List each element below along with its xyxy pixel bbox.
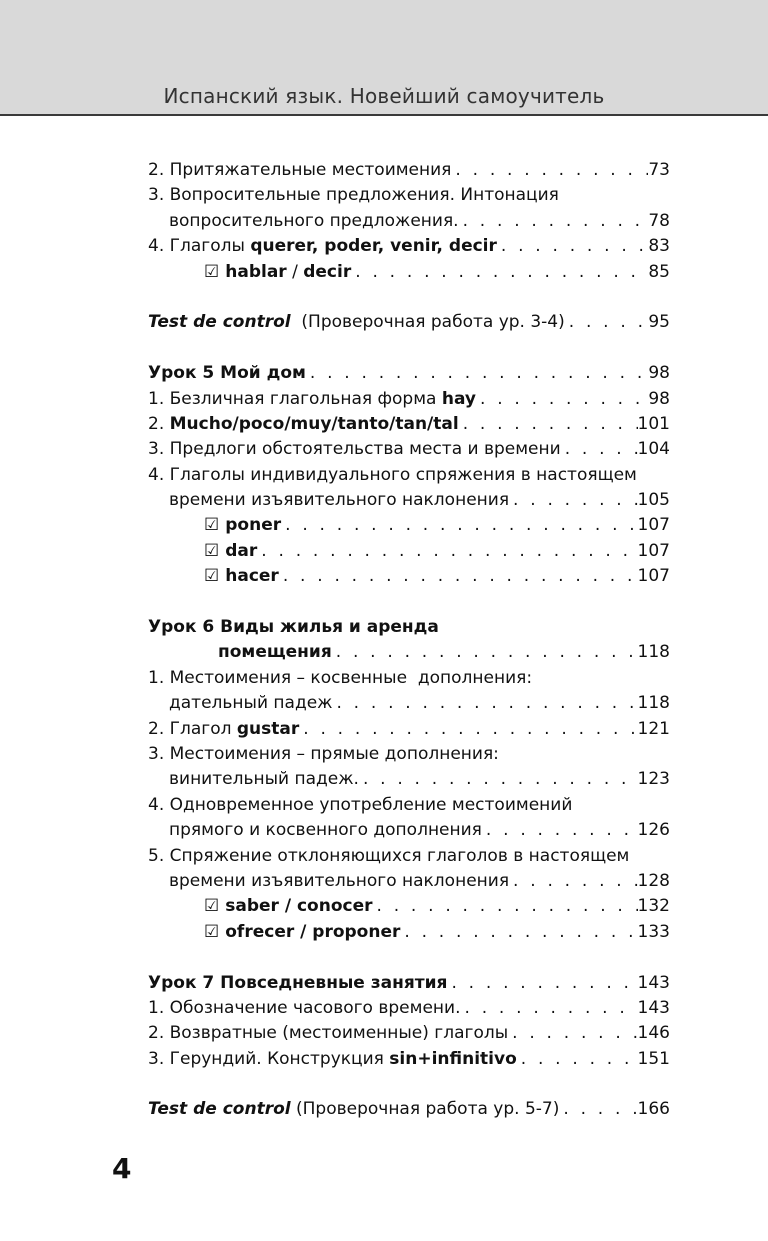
- toc-page-number: 151: [637, 1048, 670, 1069]
- toc-entry-text: времени изъявительного наклонения: [169, 490, 510, 511]
- toc-page-number: 146: [637, 1023, 670, 1044]
- dot-leader: [257, 541, 637, 561]
- toc-entry-bold: Mucho/poco/muy/tanto/tan/tal: [169, 413, 459, 434]
- toc-subentry: [148, 515, 670, 540]
- toc-entry-text: 4. Глаголы индивидуального спряжения в настоящем: [148, 464, 637, 485]
- toc-entry-bold: sin+infinitivo: [389, 1048, 517, 1069]
- toc-page-number: 123: [637, 769, 670, 790]
- toc-entry: [148, 211, 670, 236]
- toc-page-number: 133: [637, 921, 670, 942]
- lesson-heading: [148, 363, 670, 388]
- toc-entry-bold: hay: [441, 388, 477, 409]
- toc-subentry: [148, 566, 670, 591]
- toc-entry: [148, 693, 670, 718]
- toc-entry: [148, 820, 670, 845]
- toc-entry-line: [148, 185, 670, 210]
- lesson-heading: [148, 973, 670, 998]
- page-number: 4: [112, 1152, 132, 1185]
- toc-entry: [148, 236, 670, 261]
- dot-leader: [451, 160, 648, 180]
- toc-entry-text: прямого и косвенного дополнения: [169, 820, 482, 841]
- toc-page-number: 143: [637, 997, 670, 1018]
- toc-page-number: 83: [648, 236, 670, 257]
- toc-entry: [148, 1023, 670, 1048]
- toc-page-number: 128: [637, 870, 670, 891]
- checkbox-icon: ☑: [204, 261, 220, 282]
- toc-page-number: 121: [637, 718, 670, 739]
- dot-leader: [508, 1023, 637, 1043]
- toc-entry-bold: dar: [225, 540, 258, 561]
- toc-entry: [148, 312, 670, 337]
- dot-leader: [332, 693, 637, 713]
- dot-leader: [299, 719, 637, 739]
- toc-entry-text: 1. Местоимения – косвенные дополнения:: [148, 667, 533, 688]
- toc-page-number: 78: [648, 210, 670, 231]
- toc-entry: [148, 998, 670, 1023]
- toc-subentry: [148, 922, 670, 947]
- toc-entry-text: 2. Глагол: [148, 718, 237, 739]
- toc-page-number: 85: [648, 261, 670, 282]
- toc-entry-bold: ofrecer / proponer: [225, 921, 401, 942]
- dot-leader: [400, 922, 637, 942]
- toc-entry-text: (Проверочная работа ур. 3-4): [290, 312, 565, 333]
- dot-leader: [332, 642, 638, 662]
- dot-leader: [351, 262, 648, 282]
- toc-entry-text: 2.: [148, 413, 170, 434]
- toc-entry-line: [148, 795, 670, 820]
- toc-page-number: 107: [637, 515, 670, 536]
- toc-entry-text: 1. Безличная глагольная форма: [148, 388, 442, 409]
- toc-entry-bold: hablar: [225, 261, 287, 282]
- toc-page-number: 107: [637, 566, 670, 587]
- toc-subentry: [148, 262, 670, 287]
- toc-entry-text: времени изъявительного наклонения: [169, 870, 510, 891]
- toc-entry-line: [148, 744, 670, 769]
- toc-entry-line: [148, 668, 670, 693]
- dot-leader: [373, 896, 638, 916]
- toc-page-number: 104: [637, 439, 670, 460]
- toc-page-number: 73: [648, 160, 670, 180]
- dot-leader: [459, 414, 638, 434]
- toc-entry-text: 3. Предлоги обстоятельства места и времени: [148, 439, 561, 460]
- checkbox-icon: ☑: [204, 896, 220, 917]
- toc-page-number: 101: [637, 413, 670, 434]
- toc-entry-text: 3. Местоимения – прямые дополнения:: [148, 743, 499, 764]
- toc-entry: [148, 1099, 670, 1124]
- toc-page-number: 95: [648, 312, 670, 333]
- toc-page-number: 98: [648, 363, 670, 384]
- test-title: Test de control: [148, 312, 291, 333]
- toc-entry: [148, 1049, 670, 1074]
- toc-entry-text: 1. Обозначение часового времени.: [148, 997, 461, 1018]
- lesson-title: помещения: [218, 642, 332, 663]
- test-title: Test de control: [148, 1099, 291, 1120]
- toc-page-number: 105: [637, 490, 670, 511]
- dot-leader: [460, 998, 637, 1018]
- dot-leader: [359, 769, 638, 789]
- dot-leader: [509, 490, 638, 510]
- toc-entry-text: 3. Вопросительные предложения. Интонация: [148, 185, 559, 206]
- dot-leader: [281, 515, 637, 535]
- toc-entry-text: 4. Глаголы: [148, 236, 251, 257]
- toc-entry-text: вопросительного предложения.: [169, 210, 459, 231]
- dot-leader: [459, 211, 649, 231]
- dot-leader: [509, 871, 638, 891]
- toc-page-number: 118: [637, 693, 670, 714]
- dot-leader: [497, 236, 648, 256]
- book-title: Испанский язык. Новейший самоучитель: [163, 84, 605, 108]
- toc-entry: [148, 389, 670, 414]
- dot-leader: [559, 1099, 637, 1119]
- toc-entry-line: [148, 846, 670, 871]
- toc-entry-text: 4. Одновременное употребление местоимений: [148, 794, 573, 815]
- toc-entry: [148, 439, 670, 464]
- dot-leader: [561, 439, 638, 459]
- toc-page-number: 126: [637, 820, 670, 841]
- toc-entry-text: дательный падеж: [169, 693, 333, 714]
- dot-leader: [447, 973, 637, 993]
- toc-entry-text: 5. Спряжение отклоняющихся глаголов в настоящем: [148, 845, 630, 866]
- table-of-contents: [148, 160, 670, 1125]
- toc-page-number: 166: [637, 1099, 670, 1120]
- lesson-title: Урок 6 Виды жилья и аренда: [148, 617, 439, 638]
- toc-page-number: 132: [637, 896, 670, 917]
- toc-entry: [148, 414, 670, 439]
- toc-entry: [148, 160, 670, 185]
- running-header: [0, 0, 768, 116]
- toc-page-number: 98: [648, 388, 670, 409]
- separator: /: [286, 261, 304, 282]
- toc-page-number: 107: [637, 540, 670, 561]
- dot-leader: [279, 566, 638, 586]
- toc-entry-text: 2. Возвратные (местоименные) глаголы: [148, 1023, 509, 1044]
- toc-entry-text: (Проверочная работа ур. 5-7): [290, 1099, 560, 1120]
- toc-page-number: 143: [637, 972, 670, 993]
- toc-entry: [148, 871, 670, 896]
- lesson-title: Урок 7 Повседневные занятия: [148, 972, 448, 993]
- toc-entry-bold: querer, poder, venir, decir: [250, 236, 497, 257]
- dot-leader: [482, 820, 638, 840]
- toc-subentry: [148, 541, 670, 566]
- toc-entry-bold: hacer: [225, 566, 279, 587]
- toc-entry: [148, 769, 670, 794]
- checkbox-icon: ☑: [204, 540, 220, 561]
- toc-page-number: 118: [637, 642, 670, 663]
- lesson-heading-line: [148, 617, 670, 642]
- checkbox-icon: ☑: [204, 566, 220, 587]
- toc-entry-text: винительный падеж.: [169, 769, 359, 790]
- toc-entry-line: [148, 465, 670, 490]
- checkbox-icon: ☑: [204, 921, 220, 942]
- toc-subentry: [148, 896, 670, 921]
- toc-entry: [148, 490, 670, 515]
- toc-entry-text: 3. Герундий. Конструкция: [148, 1048, 390, 1069]
- toc-entry: [148, 719, 670, 744]
- checkbox-icon: ☑: [204, 515, 220, 536]
- toc-entry-bold: gustar: [236, 718, 300, 739]
- toc-entry-bold: decir: [303, 261, 352, 282]
- toc-entry-bold: saber / conocer: [225, 896, 373, 917]
- lesson-title: Урок 5 Мой дом: [148, 363, 306, 384]
- dot-leader: [565, 312, 649, 332]
- dot-leader: [306, 363, 648, 383]
- lesson-heading: [148, 642, 670, 667]
- dot-leader: [517, 1049, 638, 1069]
- toc-entry-text: 2. Притяжательные местоимения: [148, 160, 452, 180]
- dot-leader: [476, 389, 648, 409]
- toc-entry-bold: poner: [225, 515, 282, 536]
